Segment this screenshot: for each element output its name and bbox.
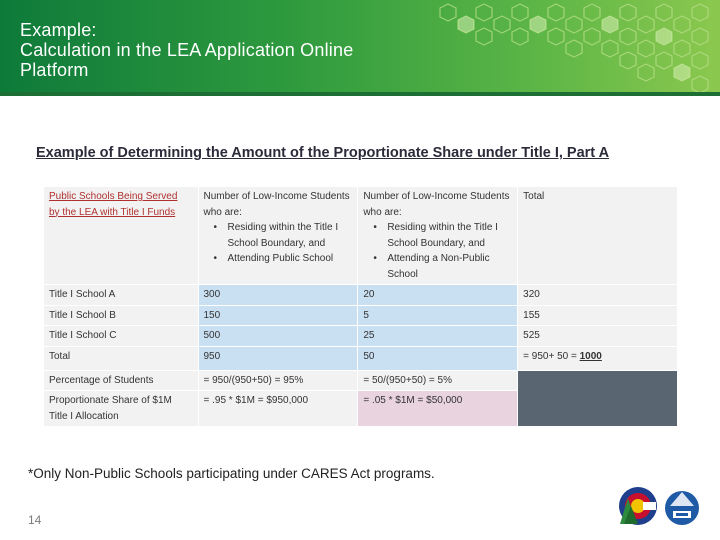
percentage-row: [44, 370, 678, 391]
public-total: 950: [198, 346, 358, 370]
row-label: Total: [44, 346, 199, 370]
nonpublic-count: 5: [358, 305, 518, 326]
row-total: 525: [518, 326, 678, 347]
header-bullet: • Residing within the Title I School Boundary, and: [216, 220, 353, 251]
nonpublic-count: 20: [358, 285, 518, 306]
nonpublic-total: 50: [358, 346, 518, 370]
header-line: Public Schools Being Served: [49, 191, 178, 202]
row-label: Percentage of Students: [44, 370, 199, 391]
header-bullet: • Residing within the Title I School Boundary, and: [375, 220, 512, 251]
row-label-line: Title I Allocation: [49, 410, 119, 422]
header-intro: Number of Low-Income Students who are:: [363, 191, 510, 218]
slide-title: [20, 20, 353, 80]
nonpublic-percentage: = 50/(950+50) = 5%: [358, 370, 518, 391]
empty-slate-cell: [518, 370, 678, 427]
public-count: 300: [198, 285, 358, 306]
header-divider: [0, 92, 720, 96]
header-cell-schools: [44, 187, 199, 285]
cde-logo-icon: [665, 491, 699, 525]
table-row: [44, 305, 678, 326]
public-count: 150: [198, 305, 358, 326]
header-cell-total: Total: [518, 187, 678, 285]
row-label: Title I School B: [44, 305, 199, 326]
agency-logos: [612, 484, 712, 528]
header-line: by the LEA with Title I Funds: [49, 206, 176, 218]
header-cell-public-students: [198, 187, 358, 285]
proportionate-share-table: [43, 186, 678, 427]
header-bullet: • Attending Public School: [216, 251, 353, 267]
title-line: Calculation in the LEA Application Online: [20, 40, 354, 60]
table-header-row: [44, 187, 678, 285]
slide-header: [0, 0, 720, 92]
title-line: Platform: [20, 60, 89, 80]
hexagon-pattern-decoration: [420, 0, 720, 92]
header-intro: Number of Low-Income Students who are:: [203, 191, 350, 218]
total-row: [44, 346, 678, 370]
page-number: 14: [28, 513, 42, 527]
public-count: 500: [198, 326, 358, 347]
footnote: *Only Non-Public Schools participating under CARES Act programs.: [28, 466, 435, 481]
colorado-logo-icon: [619, 487, 657, 525]
table-heading: Example of Determining the Amount of the Proportionate Share under Title I, Part A: [36, 145, 610, 161]
row-label-line: Proportionate Share of $1M: [49, 395, 172, 406]
grand-total: [518, 346, 678, 370]
grand-total-value: 1000: [579, 350, 602, 362]
row-label: Title I School A: [44, 285, 199, 306]
grand-total-formula: = 950+ 50 =: [523, 350, 580, 362]
nonpublic-count: 25: [358, 326, 518, 347]
row-label: [44, 391, 199, 427]
title-line: Example:: [20, 20, 97, 40]
row-label: Title I School C: [44, 326, 199, 347]
header-bullet: • Attending a Non-Public School: [375, 251, 512, 282]
row-total: 155: [518, 305, 678, 326]
nonpublic-share: = .05 * $1M = $50,000: [358, 391, 518, 427]
header-cell-nonpublic-students: [358, 187, 518, 285]
row-total: 320: [518, 285, 678, 306]
table-row: [44, 285, 678, 306]
public-percentage: = 950/(950+50) = 95%: [198, 370, 358, 391]
table-row: [44, 326, 678, 347]
public-share: = .95 * $1M = $950,000: [198, 391, 358, 427]
